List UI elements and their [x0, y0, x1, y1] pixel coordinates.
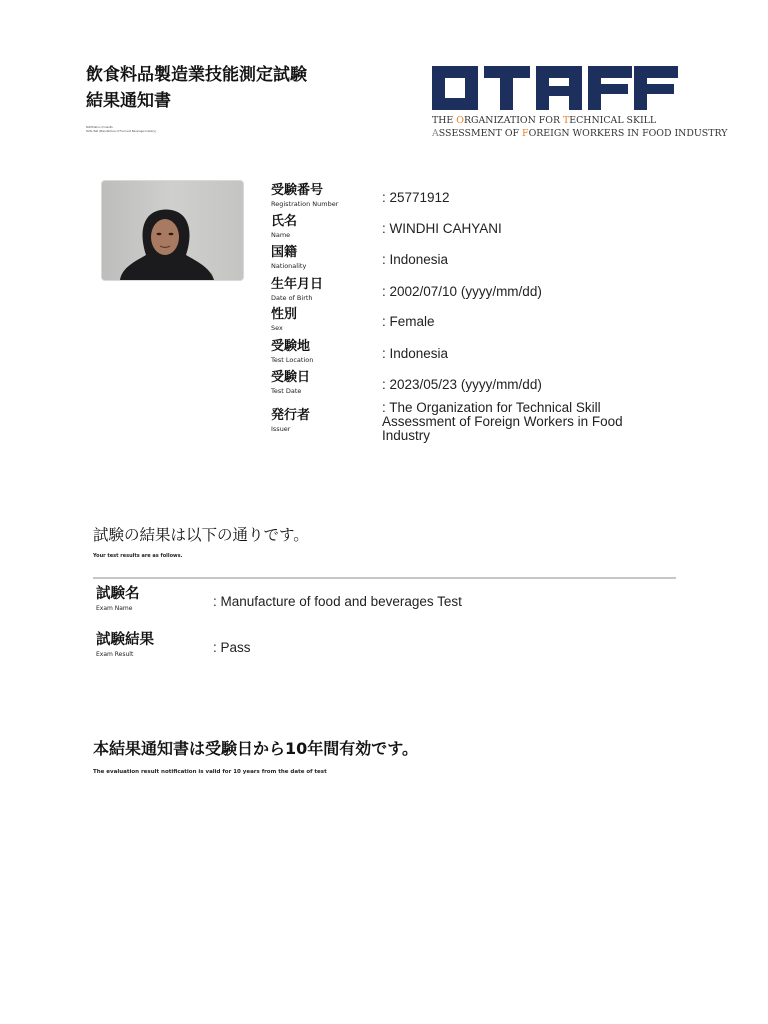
info-label-en: Date of Birth: [271, 294, 313, 302]
document-subtitle-line2: Skills Test (Manufacture of Food and Beverage Industry): [86, 130, 156, 133]
info-label-en: Issuer: [271, 425, 291, 433]
logo-tagline-line1: THE ORGANIZATION FOR TECHNICAL SKILL: [432, 115, 657, 126]
result-row-exam-name: [96, 585, 656, 621]
info-row-test-location: [271, 339, 691, 369]
test-date-value: : 2023/05/23 (yyyy/mm/dd): [382, 377, 542, 392]
info-row-issuer: [271, 400, 691, 458]
date-of-birth-value: : 2002/07/10 (yyyy/mm/dd): [382, 284, 542, 299]
info-label-jp: 受験地: [271, 339, 311, 354]
validity-subheading: The evaluation result notification is valid for 10 years from the date of test: [93, 769, 327, 775]
results-divider: [93, 577, 676, 579]
registration-number-value: : 25771912: [382, 190, 450, 205]
info-label-jp: 氏名: [271, 214, 298, 229]
document-title-line1: 飲食料品製造業技能測定試験: [86, 65, 307, 85]
info-label-en: Nationality: [271, 262, 307, 270]
result-label-jp: 試験結果: [96, 632, 154, 648]
info-label-en: Name: [271, 231, 291, 239]
otaff-wordmark-graphic: [432, 64, 678, 112]
info-row-date-of-birth: [271, 277, 691, 307]
document-title-line2: 結果通知書: [86, 91, 171, 111]
document-title: [86, 62, 307, 114]
info-row-nationality: [271, 245, 691, 275]
name-value: : WINDHI CAHYANI: [382, 221, 502, 236]
validity-heading: 本結果通知書は受験日から10年間有効です。: [93, 739, 418, 758]
info-label-en: Test Location: [271, 356, 314, 364]
info-row-test-date: [271, 370, 691, 400]
results-subheading: Your test results are as follows.: [93, 553, 183, 559]
info-label-jp: 生年月日: [271, 277, 324, 292]
info-label-en: Sex: [271, 324, 283, 332]
exam-name-value: : Manufacture of food and beverages Test: [213, 594, 462, 609]
results-heading: 試験の結果は以下の通りです。: [93, 526, 309, 544]
info-label-jp: 発行者: [271, 408, 311, 423]
document-subtitle-line1: Notification of results: [86, 126, 113, 129]
info-label-en: Registration Number: [271, 200, 339, 208]
result-label-jp: 試験名: [96, 586, 140, 602]
exam-result-value: : Pass: [213, 640, 251, 655]
info-label-jp: 受験番号: [271, 183, 324, 198]
applicant-photo: [102, 181, 243, 280]
info-row-registration-number: [271, 183, 691, 213]
document-subtitle: [86, 126, 206, 134]
info-label-en: Test Date: [271, 387, 302, 395]
logo-tagline-line2: ASSESSMENT OF FOREIGN WORKERS IN FOOD INDUSTRY: [432, 128, 728, 139]
info-label-jp: 性別: [271, 307, 298, 322]
issuer-value: : The Organization for Technical Skill Assessment of Foreign Workers in Food Industry: [382, 400, 623, 443]
info-label-jp: 国籍: [271, 245, 298, 260]
info-row-sex: [271, 307, 691, 337]
nationality-value: : Indonesia: [382, 252, 449, 267]
info-label-jp: 受験日: [271, 370, 311, 385]
result-row-exam-result: [96, 631, 656, 667]
sex-value: : Female: [382, 314, 435, 329]
test-location-value: : Indonesia: [382, 346, 449, 361]
otaff-logo: [432, 64, 728, 144]
result-label-en: Exam Result: [96, 651, 134, 658]
result-label-en: Exam Name: [96, 605, 133, 612]
info-row-name: [271, 214, 691, 244]
